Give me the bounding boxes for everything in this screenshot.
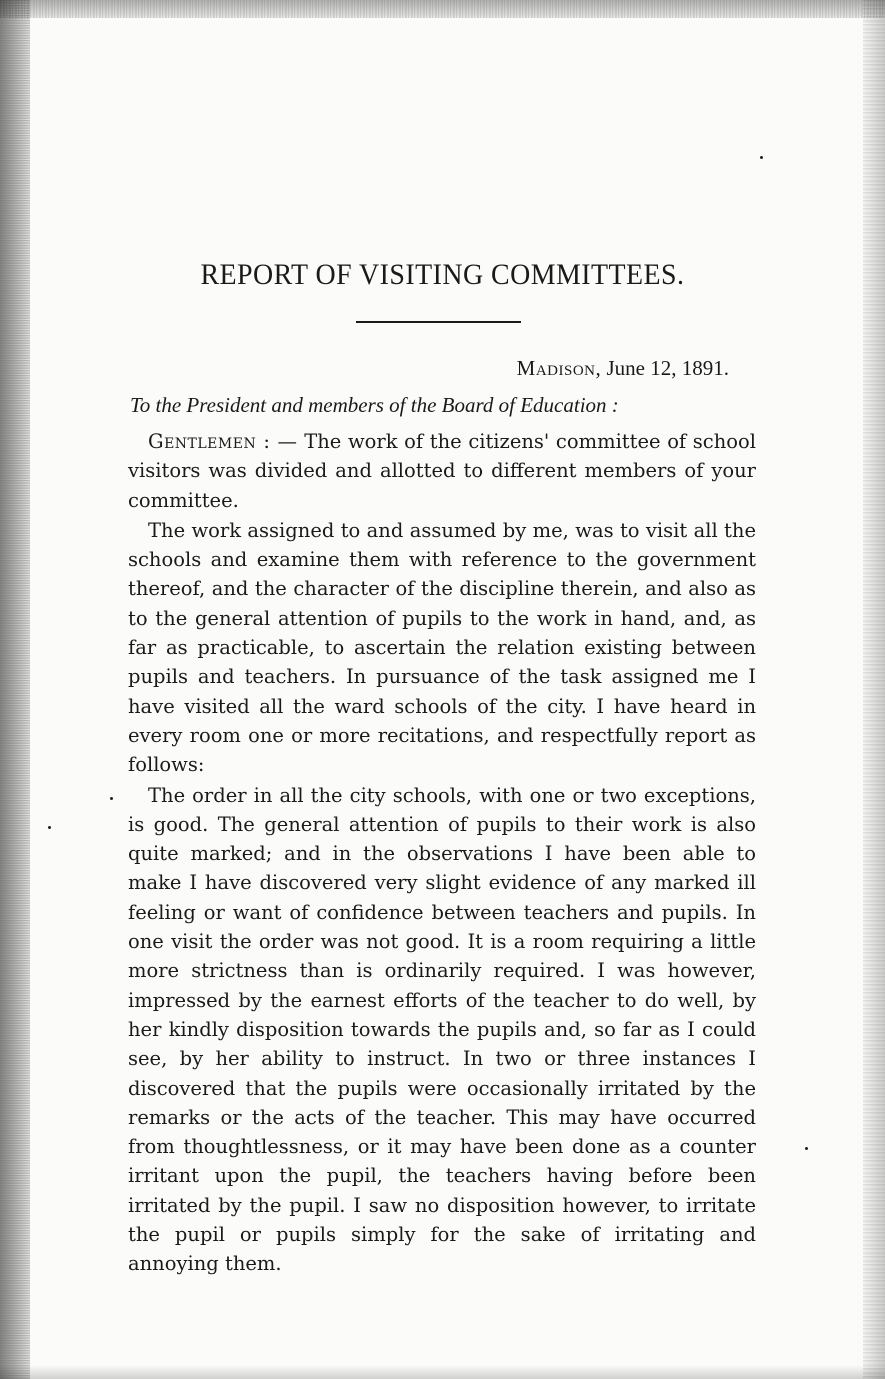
dateline (517, 356, 729, 381)
paragraph-text: The work assigned to and assumed by me, was to visit all the schools and examine them with reference to the government thereof, and the character of the discipline therein, and also as to the general attention of pupils to the work in hand, and, as far as practicable, to ascertain the relation existing between pupils and teachers. In pursuance of the task assigned me I have visited all the ward schools of the city. I have heard in every room one or more recitations, and respectfully report as follows: (128, 518, 756, 777)
paragraph-1 (128, 427, 756, 515)
salutation: To the President and members of the Board of Education : (130, 393, 619, 417)
scan-speck (110, 797, 113, 800)
scan-speck (760, 156, 763, 159)
scan-edge-right (863, 0, 885, 1379)
dateline-place: Madison, (516, 356, 602, 380)
paragraph-text: The work of the citizens' committee of school visitors was divided and allotted to different members of your committee. (128, 430, 756, 512)
scan-edge-top (0, 0, 885, 18)
report-body (128, 427, 756, 1280)
scan-edge-bottom (0, 1365, 885, 1379)
paragraph-text: The order in all the city schools, with one or two exceptions, is good. The general attention of pupils to their work is also quite marked; and in the observations I have been able to make I have discovered very slight evidence of any marked ill feeling or want of confidence between teachers and pupils. In one visit the order was not good. It is a room requiring a little more strictness than is ordinarily required. I was however, impressed by the earnest efforts of the teacher to do well, by her kindly disposition towards the pupils and, so far as I could see, by her ability to instruct. In two or three instances I discovered that the pupils were occasionally irritated by the remarks or the acts of the teacher. This may have occurred from thoughtlessness, or it may have been done as a counter irritant upon the pupil, the teachers having before been irritated by the pupil. I saw no disposition however, to irritate the pupil or pupils simply for the sake of irritating and annoying them. (128, 783, 756, 1276)
scan-edge-left (0, 0, 30, 1379)
title-divider (356, 321, 521, 323)
scan-speck (48, 826, 51, 829)
paragraph-3 (128, 781, 756, 1279)
paragraph-lead: Gentlemen : — (148, 430, 298, 453)
dateline-date: June 12, 1891. (606, 356, 729, 380)
scan-speck (805, 1147, 808, 1150)
paragraph-2 (128, 516, 756, 780)
page-title: REPORT OF VISITING COMMITTEES. (200, 258, 685, 291)
